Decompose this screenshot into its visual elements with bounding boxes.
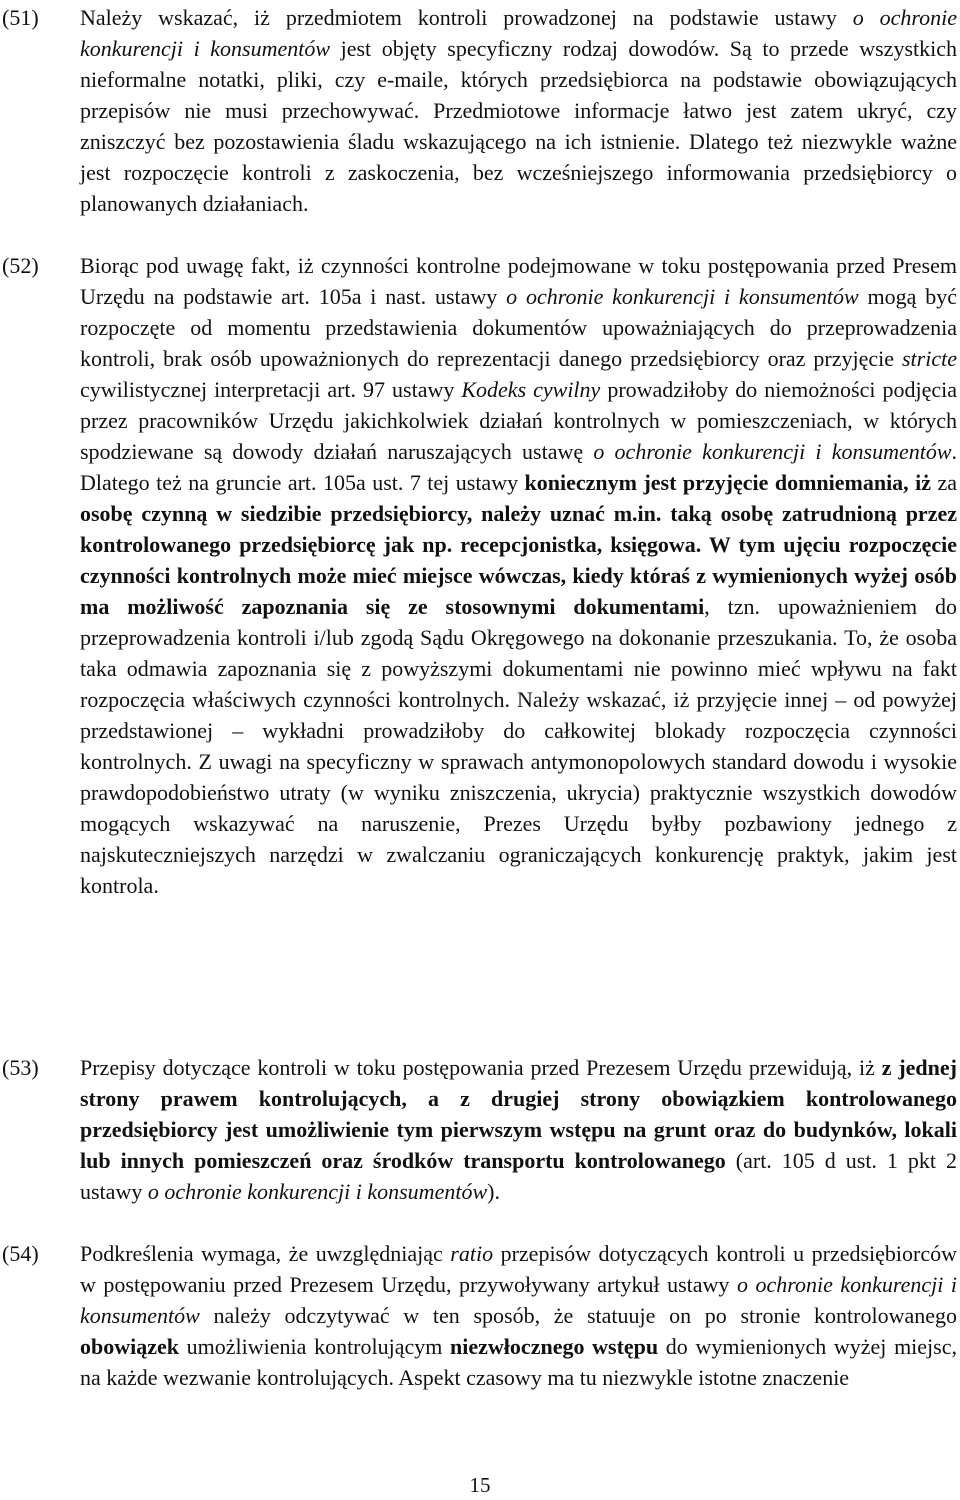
paragraph-54: [0, 1238, 957, 1393]
text-run: . Dlatego też na gruncie art. 105a ust. 7 tej ustawy: [80, 439, 958, 495]
bold-text: koniecznym jest przyjęcie domniemania, iż: [524, 470, 932, 495]
page-number: 15: [469, 1473, 491, 1497]
text-run: Należy wskazać, iż przedmiotem kontroli prowadzonej na podstawie ustawy: [80, 5, 853, 30]
text-run: Przepisy dotyczące kontroli w toku postępowania przed Prezesem Urzędu przewidują, iż: [80, 1055, 882, 1080]
text-run: (art. 105 d ust. 1 pkt 2 ustawy: [80, 1148, 957, 1204]
text-run: prowadziłoby do niemożności podjęcia przez pracowników Urzędu jakichkolwiek działań kontrolnych w pomieszczeniach, w których spodziewane są dowody działań naruszających ustawę: [80, 377, 957, 464]
paragraph-body: [80, 250, 957, 901]
text-run: , tzn. upoważnieniem do przeprowadzenia kontroli i/lub zgodą Sądu Okręgowego na dokonanie przeszukania. To, że osoba taka odmawia zapoznania się z powyższymi dokumentami nie powinno mieć wpływu na fakt rozpoczęcia właściwych czynności kontrolnych. Należy wskazać, iż przyjęcie innej – od powyżej przedstawionej – wykładni prowadziłoby do całkowitej blokady rozpoczęcia czynności kontrolnych. Z uwagi na specyficzny w sprawach antymonopolowych standard dowodu i wysokie prawdopodobieństwo utraty (w wyniku zniszczenia, ukrycia) praktycznie wszystkich dowodów mogących wskazywać na naruszenie, Prezes Urzędu byłby pozbawiony jednego z najskuteczniejszych narzędzi w zwalczaniu ograniczających konkurencję praktyk, jakim jest kontrola.: [80, 594, 957, 898]
italic-text: o ochronie konkurencji i konsumentów: [80, 5, 957, 61]
paragraph-body: [80, 1238, 957, 1393]
text-run: Biorąc pod uwagę fakt, iż czynności kontrolne podejmowane w toku postępowania przed Presem Urzędu na podstawie art. 105a i nast. ustawy: [80, 253, 957, 309]
paragraph-body: [80, 2, 957, 219]
italic-text: o ochronie konkurencji i konsumentów: [593, 439, 952, 464]
paragraph-body: [80, 1052, 957, 1207]
paragraph-51: [0, 2, 957, 219]
paragraph-53: [0, 1052, 957, 1207]
text-run: jest objęty specyficzny rodzaj dowodów. Są to przede wszystkich nieformalne notatki, pliki, czy e-maile, których przedsiębiorca na podstawie obowiązujących przepisów nie musi przechowywać. Przedmiotowe informacje łatwo jest zatem ukryć, czy zniszczyć bez pozostawienia śladu wskazującego na ich istnienie. Dlatego też niezwykle ważne jest rozpoczęcie kontroli z zaskoczenia, bez wcześniejszego informowania przedsiębiorcy o planowanych działaniach.: [80, 36, 957, 216]
bold-text: obowiązek: [80, 1334, 179, 1359]
paragraph-number: (53): [2, 1055, 39, 1080]
italic-text: o ochronie konkurencji i konsumentów: [506, 284, 859, 309]
text-run: Podkreślenia wymaga, że uwzględniając: [80, 1241, 451, 1266]
italic-text: stricte: [902, 346, 957, 371]
text-run: do wymienionych wyżej miejsc, na każde wezwanie kontrolujących. Aspekt czasowy ma tu niezwykle istotne znaczenie: [80, 1334, 957, 1390]
italic-text: o ochronie konkurencji i konsumentów: [147, 1179, 488, 1204]
text-run: cywilistycznej interpretacji art. 97 ustawy: [80, 377, 462, 402]
paragraph-number: (54): [2, 1241, 39, 1266]
text-run: za: [931, 470, 958, 495]
paragraph-52: [0, 250, 957, 901]
text-run: należy odczytywać w ten sposób, że statuuje on po stronie kontrolowanego: [199, 1303, 957, 1328]
italic-text: Kodeks cywilny: [461, 377, 601, 402]
italic-text: ratio: [450, 1241, 494, 1266]
paragraph-number: (52): [2, 253, 39, 278]
text-run: przepisów dotyczących kontroli u przedsiębiorców w postępowaniu przed Prezesem Urzędu, przywoływany artykuł ustawy: [80, 1241, 958, 1297]
bold-text: niezwłocznego wstępu: [450, 1334, 659, 1359]
bold-text: z jednej strony prawem kontrolujących, a z drugiej strony obowiązkiem kontrolowanego przedsiębiorcy jest umożliwienie tym pierwszym wstępu na grunt oraz do budynków, lokali lub innych pomieszczeń oraz środków transportu kontrolowanego: [80, 1055, 957, 1173]
bold-text: osobę czynną w siedzibie przedsiębiorcy, należy uznać m.in. taką osobę zatrudnioną przez kontrolowanego przedsiębiorcę jak np. recepcjonistka, księgowa. W tym ujęciu rozpoczęcie czynności kontrolnych może mieć miejsce wówczas, kiedy któraś z wymienionych wyżej osób ma możliwość zapoznania się ze stosownymi dokumentami: [80, 501, 957, 619]
paragraph-number: (51): [2, 5, 39, 30]
italic-text: o ochronie konkurencji i konsumentów: [80, 1272, 957, 1328]
text-run: umożliwienia kontrolującym: [179, 1334, 451, 1359]
text-run: ).: [487, 1179, 500, 1204]
text-run: mogą być rozpoczęte od momentu przedstawienia dokumentów upoważniających do przeprowadzenia kontroli, brak osób upoważnionych do reprezentacji danego przedsiębiorcy oraz przyjęcie: [80, 284, 957, 371]
